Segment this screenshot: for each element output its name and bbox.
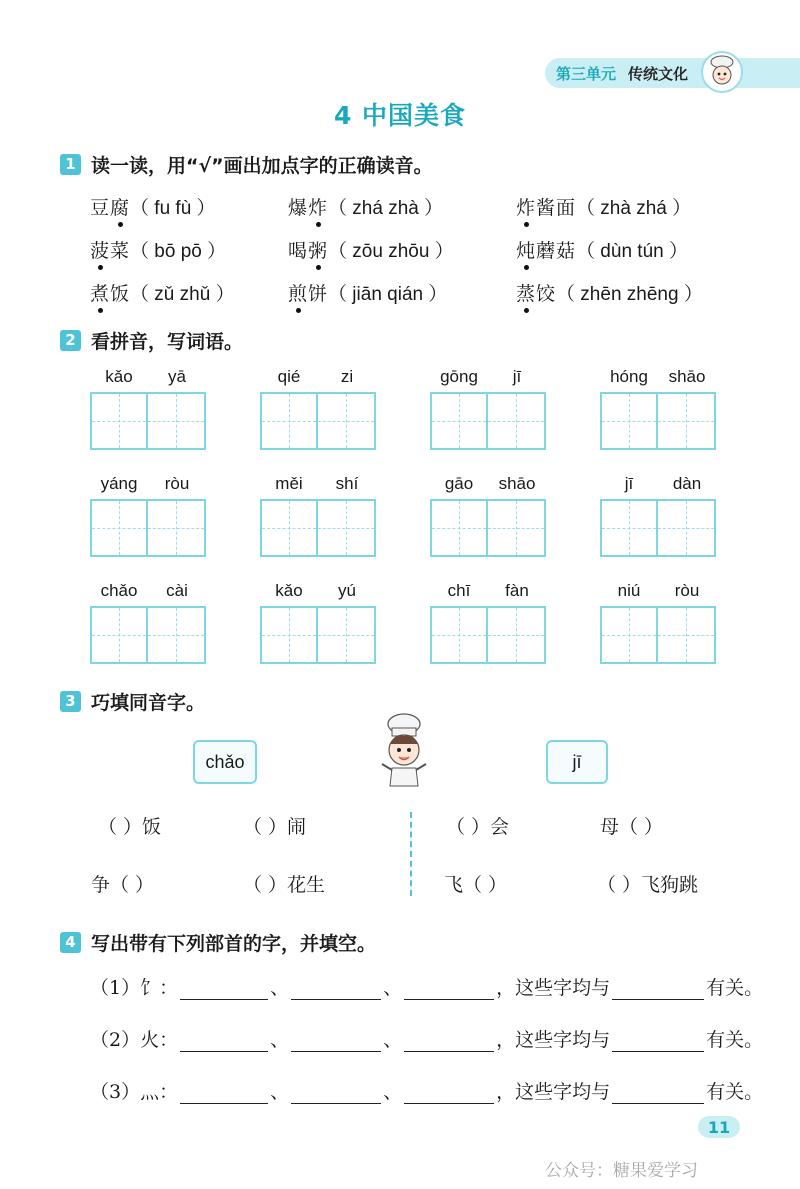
writing-cell[interactable]	[430, 606, 488, 664]
fill-blank-item[interactable]: （ ）飞狗跳	[597, 874, 699, 896]
pinyin-labels	[90, 474, 206, 496]
writing-cell[interactable]	[148, 392, 206, 450]
pinyin-labels	[430, 367, 546, 389]
question-2-text: 看拼音，写词语。	[91, 330, 244, 353]
question-2-heading	[60, 326, 243, 354]
q1-item: 喝粥（ zōu zhōu ）	[288, 236, 454, 263]
question-1-text: 读一读，用“√”画出加点字的正确读音。	[91, 154, 433, 177]
question-4-heading	[60, 928, 376, 956]
pinyin-syllable: chǎo	[100, 581, 138, 600]
page-title: 4 中国美食	[333, 101, 467, 130]
question-number-badge: 3	[60, 691, 81, 712]
answer-blank[interactable]	[612, 1082, 704, 1104]
answer-blank[interactable]	[612, 1030, 704, 1052]
q1-item: 爆炸（ zhá zhà ）	[288, 193, 443, 220]
fill-blank-item[interactable]: （ ）闹	[243, 816, 307, 838]
radical-label: （3）灬：	[90, 1081, 179, 1103]
answer-blank[interactable]	[180, 1082, 268, 1104]
writing-cell[interactable]	[148, 606, 206, 664]
pinyin-labels	[600, 367, 716, 389]
writing-cell[interactable]	[90, 499, 148, 557]
question-3-text: 巧填同音字。	[91, 691, 206, 714]
pinyin-syllable: jī	[624, 474, 634, 493]
pinyin-choices[interactable]: （ dùn tún ）	[576, 241, 688, 262]
pinyin-syllable: gōng	[440, 367, 478, 386]
radical-line: （1）饣： 、 、 ，这些字均与 有关。	[90, 968, 763, 1000]
answer-blank[interactable]	[180, 1030, 268, 1052]
pinyin-syllable: cài	[166, 581, 188, 600]
pinyin-syllable: kǎo	[105, 367, 133, 386]
radical-line: （3）灬： 、 、 ，这些字均与 有关。	[90, 1072, 763, 1104]
tianzige-boxes	[600, 499, 716, 557]
q1-item: 豆腐（ fu fù ）	[90, 193, 216, 220]
writing-cell[interactable]	[148, 499, 206, 557]
pinyin-labels	[90, 367, 206, 389]
pinyin-syllable: dàn	[672, 474, 702, 493]
tianzige-boxes	[90, 606, 206, 664]
writing-cell[interactable]	[600, 499, 658, 557]
question-number-badge: 2	[60, 330, 81, 351]
pinyin-syllable: shāo	[668, 367, 706, 386]
pinyin-word-block	[430, 581, 546, 673]
answer-blank[interactable]	[404, 1082, 494, 1104]
tianzige-boxes	[600, 606, 716, 664]
pinyin-syllable: jī	[512, 367, 522, 386]
chef-boy-icon	[372, 710, 432, 790]
pinyin-syllable: fàn	[505, 581, 529, 600]
question-3-heading	[60, 687, 205, 715]
fill-blank-item[interactable]: 母（ ）	[600, 816, 664, 838]
pinyin-labels	[90, 581, 206, 603]
answer-blank[interactable]	[404, 1030, 494, 1052]
writing-cell[interactable]	[260, 499, 318, 557]
q1-item: 煮饭（ zǔ zhǔ ）	[90, 279, 235, 306]
tianzige-boxes	[90, 392, 206, 450]
pinyin-word-block	[90, 367, 206, 459]
pinyin-syllable: shí	[335, 474, 359, 493]
writing-cell[interactable]	[430, 392, 488, 450]
pinyin-word-block	[90, 581, 206, 673]
answer-blank[interactable]	[180, 978, 268, 1000]
pinyin-syllable: kǎo	[275, 581, 303, 600]
writing-cell[interactable]	[488, 606, 546, 664]
question-1-heading	[60, 150, 433, 178]
question-4-text: 写出带有下列部首的字，并填空。	[91, 932, 377, 955]
answer-blank[interactable]	[291, 1082, 381, 1104]
fill-blank-item[interactable]: （ ）花生	[243, 874, 326, 896]
pinyin-card-chao: chǎo	[193, 740, 257, 784]
pinyin-syllable: gāo	[444, 474, 474, 493]
pinyin-syllable: yā	[168, 367, 186, 386]
q1-item: 煎饼（ jiān qián ）	[288, 279, 447, 306]
tianzige-boxes	[260, 499, 376, 557]
q1-item: 蒸饺（ zhēn zhēng ）	[516, 279, 703, 306]
tianzige-boxes	[430, 606, 546, 664]
pinyin-choices[interactable]: （ zhēn zhēng ）	[556, 284, 703, 305]
pinyin-syllable: niú	[617, 581, 641, 600]
pinyin-syllable: qié	[277, 367, 301, 386]
question-number-badge: 4	[60, 932, 81, 953]
writing-cell[interactable]	[658, 606, 716, 664]
pinyin-labels	[260, 474, 376, 496]
q1-item: 炸酱面（ zhà zhá ）	[516, 193, 691, 220]
q1-item: 炖蘑菇（ dùn tún ）	[516, 236, 688, 263]
writing-cell[interactable]	[600, 606, 658, 664]
pinyin-choices[interactable]: （ fu fù ）	[130, 198, 216, 219]
writing-cell[interactable]	[260, 606, 318, 664]
pinyin-syllable: zi	[340, 367, 354, 386]
writing-cell[interactable]	[658, 392, 716, 450]
pinyin-word-block	[260, 367, 376, 459]
pinyin-syllable: ròu	[674, 581, 700, 600]
tianzige-boxes	[260, 606, 376, 664]
pinyin-word-block	[430, 367, 546, 459]
fill-blank-item[interactable]: （ ）饭	[98, 816, 162, 838]
writing-cell[interactable]	[260, 392, 318, 450]
page-number: 11	[698, 1116, 740, 1138]
tianzige-boxes	[260, 392, 376, 450]
pinyin-choices[interactable]: （ zōu zhōu ）	[328, 241, 454, 262]
answer-blank[interactable]	[612, 978, 704, 1000]
fill-blank-item[interactable]: （ ）会	[446, 816, 510, 838]
pinyin-word-block	[600, 474, 716, 566]
pinyin-syllable: chī	[447, 581, 471, 600]
pinyin-card-ji: jī	[546, 740, 608, 784]
writing-cell[interactable]	[318, 392, 376, 450]
writing-cell[interactable]	[318, 606, 376, 664]
pinyin-word-block	[600, 581, 716, 673]
tianzige-boxes	[600, 392, 716, 450]
writing-cell[interactable]	[600, 392, 658, 450]
writing-cell[interactable]	[90, 606, 148, 664]
unit-topic: 传统文化	[628, 65, 689, 83]
pinyin-syllable: yáng	[100, 474, 138, 493]
pinyin-labels	[430, 474, 546, 496]
radical-label: （1）饣：	[90, 977, 179, 999]
column-divider	[410, 812, 412, 896]
pinyin-syllable: hóng	[610, 367, 648, 386]
pinyin-syllable: shāo	[498, 474, 536, 493]
answer-blank[interactable]	[404, 978, 494, 1000]
writing-cell[interactable]	[488, 499, 546, 557]
pinyin-labels	[600, 474, 716, 496]
pinyin-syllable: ròu	[164, 474, 190, 493]
tianzige-boxes	[90, 499, 206, 557]
pinyin-choices[interactable]: （ zhà zhá ）	[576, 198, 692, 219]
pinyin-labels	[600, 581, 716, 603]
pinyin-choices[interactable]: （ jiān qián ）	[328, 284, 448, 305]
answer-blank[interactable]	[291, 978, 381, 1000]
pinyin-labels	[260, 581, 376, 603]
writing-cell[interactable]	[90, 392, 148, 450]
q1-item: 菠菜（ bō pō ）	[90, 236, 226, 263]
answer-blank[interactable]	[291, 1030, 381, 1052]
pinyin-labels	[430, 581, 546, 603]
pinyin-word-block	[430, 474, 546, 566]
writing-cell[interactable]	[658, 499, 716, 557]
tianzige-boxes	[430, 392, 546, 450]
pinyin-word-block	[600, 367, 716, 459]
unit-header	[556, 63, 688, 84]
pinyin-labels	[260, 367, 376, 389]
tianzige-boxes	[430, 499, 546, 557]
writing-cell[interactable]	[488, 392, 546, 450]
fill-blank-item[interactable]: 争（ ）	[91, 874, 155, 896]
fill-blank-item[interactable]: 飞（ ）	[444, 874, 508, 896]
pinyin-choices[interactable]: （ bō pō ）	[130, 241, 227, 262]
pinyin-syllable: měi	[275, 474, 303, 493]
unit-label: 第三单元	[556, 65, 617, 83]
radical-line: （2）火： 、 、 ，这些字均与 有关。	[90, 1020, 763, 1052]
radical-label: （2）火：	[90, 1029, 179, 1051]
pinyin-word-block	[260, 581, 376, 673]
pinyin-syllable: yú	[338, 581, 356, 600]
pinyin-choices[interactable]: （ zhá zhà ）	[328, 198, 444, 219]
writing-cell[interactable]	[318, 499, 376, 557]
writing-cell[interactable]	[430, 499, 488, 557]
pinyin-word-block	[90, 474, 206, 566]
question-number-badge: 1	[60, 154, 81, 175]
watermark-text: 公众号：糖果爱学习	[545, 1161, 698, 1181]
pinyin-word-block	[260, 474, 376, 566]
chef-mascot-icon	[700, 50, 744, 94]
pinyin-choices[interactable]: （ zǔ zhǔ ）	[130, 284, 235, 305]
